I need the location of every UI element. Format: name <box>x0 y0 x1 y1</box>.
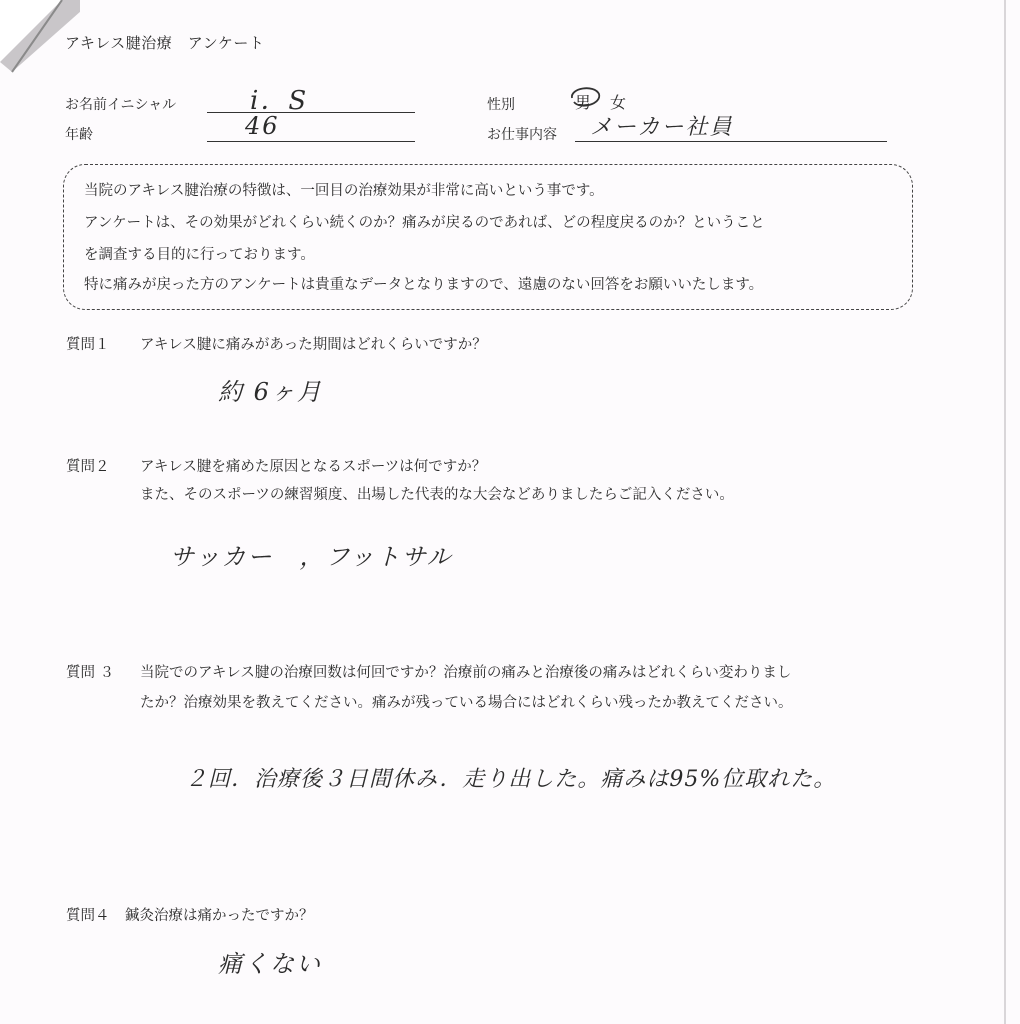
age-underline <box>207 141 415 142</box>
notice-line-1: 当院のアキレス腱治療の特徴は、一回目の治療効果が非常に高いという事です。 <box>84 183 604 199</box>
notice-line-3: を調査する目的に行っております。 <box>84 247 315 263</box>
occupation-label: お仕事内容 <box>487 127 557 143</box>
gender-female-option: 女 <box>610 93 627 112</box>
question-1-label: 質問１ <box>66 337 110 353</box>
initials-value: i．S <box>250 86 309 116</box>
question-4-label: 質問４ <box>66 908 110 924</box>
question-1-answer: 約 6ヶ月 <box>218 378 323 406</box>
occupation-underline <box>575 141 887 142</box>
initials-label: お名前イニシャル <box>65 97 177 113</box>
occupation-value: メーカー社員 <box>590 115 734 140</box>
question-1-text: アキレス腱に痛みがあった期間はどれくらいですか？ <box>140 337 487 353</box>
gender-selected-circle-icon <box>568 82 602 112</box>
question-4-text: 鍼灸治療は痛かったですか？ <box>125 908 314 924</box>
question-3-text-line-2: たか？治療効果を教えてください。痛みが残っている場合にはどれくらい残ったか教えてください。 <box>140 695 793 711</box>
notice-line-4: 特に痛みが戻った方のアンケートは貴重なデータとなりますので、遠慮のない回答をお願いいたします。 <box>84 277 764 293</box>
notice-box <box>63 164 913 310</box>
notice-line-2: アンケートは、その効果がどれくらい続くのか？痛みが戻るのであれば、どの程度戻るのか？ということ <box>84 215 765 231</box>
question-3-answer: ２回．治療後３日間休み．走り出した。痛みは95%位取れた。 <box>185 767 837 792</box>
question-4-answer: 痛くない <box>218 950 322 978</box>
form-title: アキレス腱治療 アンケート <box>65 34 265 52</box>
gender-label: 性別 <box>487 97 515 113</box>
page-edge <box>1004 0 1006 1024</box>
age-value: 46 <box>245 112 280 140</box>
question-2-text-line-2: また、そのスポーツの練習頻度、出場した代表的な大会などありましたらご記入ください。 <box>140 487 734 503</box>
question-3-label: 質問 ３ <box>66 665 115 681</box>
age-label: 年齢 <box>65 127 93 143</box>
question-3-text-line-1: 当院でのアキレス腱の治療回数は何回ですか？治療前の痛みと治療後の痛みはどれくらい変わりまし <box>140 665 792 681</box>
question-2-text-line-1: アキレス腱を痛めた原因となるスポーツは何ですか？ <box>140 459 487 475</box>
initials-underline <box>207 112 415 113</box>
question-2-answer: サッカー ，フットサル <box>170 543 453 571</box>
gender-male-text: 男 <box>575 93 592 112</box>
question-2-label: 質問２ <box>66 459 110 475</box>
